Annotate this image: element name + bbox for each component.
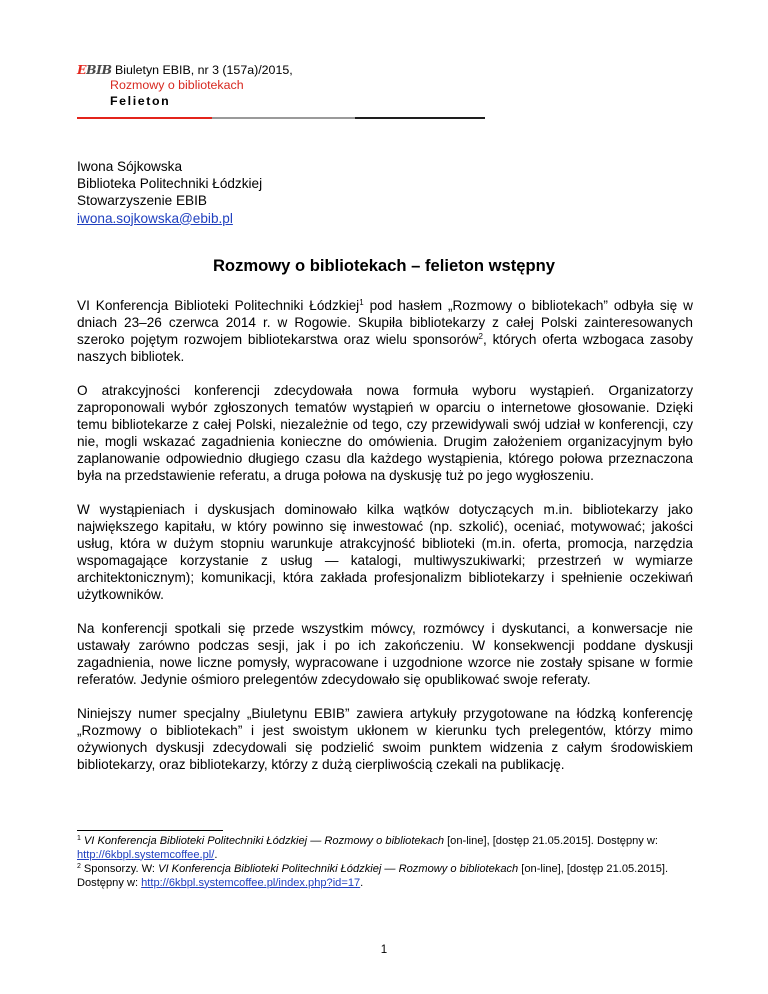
header-rule-dark	[355, 117, 485, 119]
paragraph-3: W wystąpieniach i dyskusjach dominowało kilka wątków dotyczących m.in. bibliotekarzy jako największego kapitału, w który powinno się inwestować (np. szkolić), oceniać, motywować; jakości usług, która w dużym stopniu warunkuje atrakcyjność biblioteki (m.in. oferta, promocja, narzędzia wspomagające korzystanie z usług — katalogi, multiwyszukiwarki; przestrzeń w wymiarze architektonicznym); komunikacji, która zakłada profesjonalizm bibliotekarzy i spełnienie oczekiwań użytkowników.	[77, 501, 693, 603]
footnotes	[77, 835, 693, 891]
author-block	[77, 158, 262, 227]
footnote-separator	[77, 830, 223, 831]
paragraph-2: O atrakcyjności konferencji zdecydowała nowa formuła wyboru wystąpień. Organizatorzy zaproponowali wybór zgłoszonych tematów wystąpień w oparciu o internetowe głosowanie. Dzięki temu bibliotekarze z całej Polski, niezależnie od tego, czy przewidywali swój udział w konferencji, czy nie, mogli wskazać zagadnienia konieczne do omówienia. Drugim założeniem organizacyjnym było zaplanowanie odpowiednio długiego czasu dla każdego wystąpienia, którego połowa przeznaczona była na przedstawienie referatu, a druga połowa na dyskusję tuż po jego wygłoszeniu.	[77, 382, 693, 484]
header-category: Felieton	[110, 94, 171, 108]
author-name: Iwona Sójkowska	[77, 159, 183, 174]
author-email-link[interactable]: iwona.sojkowska@ebib.pl	[77, 210, 233, 226]
paragraph-5: Niniejszy numer specjalny „Biuletynu EBIB” zawiera artykuły przygotowane na łódzką konferencję „Rozmowy o bibliotekach” i jest swoistym ukłonem w kierunku tych prelegentów, którzy mimo ożywionych dyskusji zdecydowali się podzielić swoim punktem widzenia z całym środowiskiem bibliotekarzy, oraz bibliotekarzy, którzy z dużą cierpliwością czekali na publikację.	[77, 705, 693, 773]
footnote-1-link[interactable]: http://6kbpl.systemcoffee.pl/	[77, 848, 215, 861]
author-organization: Stowarzyszenie EBIB	[77, 193, 207, 209]
footnote-ref-2[interactable]: 2	[478, 332, 483, 342]
author-affiliation: Biblioteka Politechniki Łódzkiej	[77, 176, 263, 192]
footnote-2: $^2$ Sponsorzy. W: VI Konferencja Biblioteki Politechniki Łódzkiej — Rozmowy o bibliotekach [on-line], [dostęp 21.05.2015]. Dostępny w: http://6kbpl.systemcoffee.pl/index.php?id=17.	[77, 863, 669, 889]
ebib-logo: EBIB	[77, 62, 112, 77]
article-body	[77, 297, 693, 790]
header-rule-gray	[212, 117, 355, 119]
footnote-2-link[interactable]: http://6kbpl.systemcoffee.pl/index.php?id=17	[141, 876, 361, 889]
header-section: Rozmowy o bibliotekach	[110, 78, 244, 92]
header-publication-line	[77, 62, 497, 78]
running-header	[77, 62, 497, 110]
page-number: 1	[380, 944, 388, 956]
paragraph-4: Na konferencji spotkali się przede wszystkim mówcy, rozmówcy i dyskutanci, a konwersacje nie ustawały zarówno podczas sesji, jak i po ich zakończeniu. W konsekwencji poddane dyskusji zagadnienia, nowe liczne pomysły, wypracowane i uzgodnione wzorce nie zostały spisane w formie referatów. Jedynie ośmioro prelegentów zdecydowało się opublikować swoje referaty.	[77, 621, 693, 688]
header-rule-red	[77, 117, 212, 119]
paragraph-1: VI Konferencja Biblioteki Politechniki Łódzkiej$^1$ pod hasłem „Rozmowy o bibliotekach” odbyła się w dniach 23–26 czerwca 2014 r. w Rogowie. Skupiła bibliotekarzy z całej Polski zainteresowanych szeroko pojętym rozwojem bibliotekarstwa oraz wielu sponsorów$^2$, których oferta wzbogaca zasoby naszych bibliotek.	[77, 298, 693, 365]
footnote-ref-1[interactable]: 1	[359, 298, 364, 307]
article-title: Rozmowy o bibliotekach – felieton wstępny	[212, 256, 556, 275]
publication-info: Biuletyn EBIB, nr 3 (157a)/2015,	[114, 63, 293, 77]
footnote-1: $^1$ VI Konferencja Biblioteki Politechniki Łódzkiej — Rozmowy o bibliotekach [on-line], [dostęp 21.05.2015]. Dostępny w: http://6kbpl.systemcoffee.pl/.	[77, 835, 659, 861]
